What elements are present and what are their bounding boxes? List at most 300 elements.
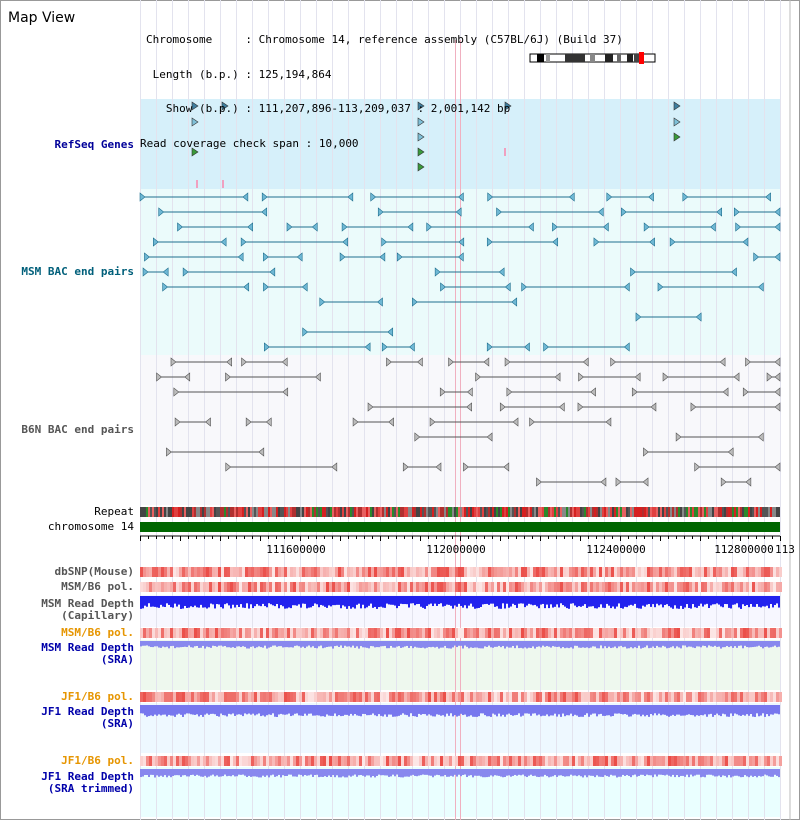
repeat-block xyxy=(434,507,436,517)
msm-depth-sra-bar xyxy=(452,641,454,647)
jf1-b6-pol-cell xyxy=(167,692,170,702)
msm-b6-pol-sra-cell xyxy=(569,628,572,638)
repeat-block xyxy=(546,507,548,517)
msm-b6-pol-sra-cell xyxy=(257,628,260,638)
jf1-depth-trim-bar xyxy=(238,769,240,775)
msm-b6-pol-sra-cell xyxy=(542,628,545,638)
msm-depth-cap-bar xyxy=(542,596,544,604)
repeat-block xyxy=(166,507,168,517)
repeat-block xyxy=(278,507,280,517)
jf1-depth-sra-bar xyxy=(586,705,588,713)
b6n-bac-track-label[interactable]: B6N BAC end pairs xyxy=(21,423,134,436)
repeat-block xyxy=(536,507,538,517)
dbsnp-cell xyxy=(272,567,275,577)
repeat-block xyxy=(430,507,432,517)
dbsnp-cell xyxy=(353,567,356,577)
jf1-depth-trim-bar xyxy=(610,769,612,775)
msm-depth-sra-bar xyxy=(528,641,530,648)
jf1-b6-pol-cell xyxy=(365,692,368,702)
jf1-depth-sra-bar xyxy=(612,705,614,716)
jf1-b6-pol-cell xyxy=(530,692,533,702)
jf1-depth-trim-bar xyxy=(724,769,726,776)
repeat-block xyxy=(400,507,402,517)
repeat-block xyxy=(308,507,310,517)
dbsnp-cell xyxy=(749,567,752,577)
msm-depth-sra-bar xyxy=(302,641,304,647)
msm-depth-sra-bar xyxy=(396,641,398,647)
msm-b6-pol-cell xyxy=(653,582,656,592)
jf1-b6-pol-trim-cell xyxy=(488,756,491,766)
msm-b6-pol-cell xyxy=(596,582,599,592)
jf1-depth-trim-bar xyxy=(452,769,454,777)
jf1-depth-sra-bar xyxy=(622,705,624,714)
chromosome-track-label[interactable]: chromosome 14 xyxy=(47,520,134,533)
jf1-depth-trim-bar xyxy=(600,769,602,777)
jf1-depth-sra-bar xyxy=(552,705,554,716)
msm-b6-pol-sra-cell xyxy=(719,628,722,638)
jf1-b6-pol-track-label[interactable]: JF1/B6 pol. xyxy=(61,690,134,703)
msm-depth-capillary-track-label[interactable]: MSM Read Depth (Capillary) xyxy=(41,597,134,622)
jf1-b6-pol-trim-cell xyxy=(188,756,191,766)
dbsnp-cell xyxy=(194,567,197,577)
repeat-block xyxy=(392,507,394,517)
repeat-block xyxy=(762,507,764,517)
axis-tick-label: 112400000 xyxy=(586,543,646,556)
jf1-depth-sra-bar xyxy=(476,705,478,717)
repeat-block xyxy=(378,507,380,517)
msm-bac-track-label[interactable]: MSM BAC end pairs xyxy=(21,265,134,278)
msm-b6-pol-sra-cell xyxy=(779,628,782,638)
msm-depth-sra-bar xyxy=(270,641,272,647)
msm-b6-pol-sra-cell xyxy=(380,628,383,638)
msm-depth-sra-bar xyxy=(206,641,208,647)
msm-depth-cap-bar xyxy=(604,596,606,608)
jf1-b6-pol-cell xyxy=(461,692,464,702)
msm-b6-pol-cell xyxy=(479,582,482,592)
jf1-depth-sra-bar xyxy=(486,705,488,716)
dbsnp-cell xyxy=(437,567,440,577)
dbsnp-cell xyxy=(557,567,560,577)
repeat-block xyxy=(724,507,726,517)
jf1-b6-pol-cell xyxy=(698,692,701,702)
msm-depth-sra-bar xyxy=(510,641,512,648)
jf1-b6-pol-trim-cell xyxy=(341,756,344,766)
jf1-b6-pol-cell xyxy=(617,692,620,702)
msm-depth-sra-bar xyxy=(272,641,274,646)
dbsnp-cell xyxy=(191,567,194,577)
jf1-b6-pol-cell xyxy=(779,692,782,702)
chromosome-row xyxy=(146,34,623,46)
jf1-b6-pol-cell xyxy=(269,692,272,702)
msm-b6-pol-cell xyxy=(638,582,641,592)
dbsnp-cell xyxy=(731,567,734,577)
repeat-block xyxy=(148,507,150,517)
jf1-depth-trim-bar xyxy=(662,769,664,775)
jf1-b6-pol-trim-cell xyxy=(179,756,182,766)
repeat-block xyxy=(704,507,706,517)
jf1-b6-pol-trim-cell xyxy=(224,756,227,766)
repeat-block xyxy=(618,507,620,517)
jf1-depth-sra-bar xyxy=(748,705,750,716)
jf1-depth-sra-bar xyxy=(588,705,590,717)
msm-depth-cap-bar xyxy=(722,596,724,607)
jf1-depth-sra-bar xyxy=(656,705,658,715)
jf1-b6-pol-trim-cell xyxy=(272,756,275,766)
msm-depth-sra-bar xyxy=(546,641,548,646)
repeat-block xyxy=(234,507,236,517)
msm-b6-pol-sra-cell xyxy=(650,628,653,638)
jf1-b6-pol-cell xyxy=(338,692,341,702)
msm-depth-sra-bar xyxy=(380,641,382,646)
jf1-b6-pol-cell xyxy=(299,692,302,702)
msm-depth-sra-bar xyxy=(190,641,192,647)
jf1-b6-pol-trim-cell xyxy=(776,756,779,766)
repeat-block xyxy=(432,507,434,517)
jf1-b6-pol-trim-cell xyxy=(767,756,770,766)
jf1-b6-pol-trim-cell xyxy=(734,756,737,766)
msm-depth-cap-bar xyxy=(570,596,572,604)
msm-depth-cap-bar xyxy=(300,596,302,608)
msm-b6-pol-sra-cell xyxy=(368,628,371,638)
jf1-depth-sra-bar xyxy=(518,705,520,713)
msm-depth-sra-bar xyxy=(694,641,696,648)
jf1-depth-trim-bar xyxy=(230,769,232,776)
msm-depth-sra-bar xyxy=(394,641,396,648)
jf1-b6-pol-cell xyxy=(419,692,422,702)
msm-depth-cap-bar xyxy=(354,596,356,609)
msm-b6-pol-sra-cell xyxy=(182,628,185,638)
dbsnp-cell xyxy=(563,567,566,577)
jf1-depth-trim-bar xyxy=(612,769,614,776)
msm-depth-sra-bar xyxy=(756,641,758,646)
msm-depth-cap-bar xyxy=(350,596,352,609)
msm-b6-pol-cell xyxy=(302,582,305,592)
msm-b6-pol-cell xyxy=(734,582,737,592)
msm-b6-pol-cell xyxy=(566,582,569,592)
jf1-b6-pol-cell xyxy=(227,692,230,702)
msm-b6-pol-cell xyxy=(221,582,224,592)
msm-b6-pol-cell xyxy=(602,582,605,592)
jf1-depth-trim-bar xyxy=(776,769,778,776)
jf1-depth-trim-bar xyxy=(290,769,292,775)
repeat-block xyxy=(374,507,376,517)
jf1-depth-trim-bar xyxy=(172,769,174,776)
msm-depth-sra-bar xyxy=(640,641,642,649)
jf1-depth-trim-bar xyxy=(472,769,474,777)
jf1-depth-trim-bar xyxy=(658,769,660,775)
jf1-b6-pol-cell xyxy=(272,692,275,702)
msm-depth-sra-bar xyxy=(526,641,528,648)
jf1-depth-sra-bar xyxy=(482,705,484,713)
msm-depth-cap-bar xyxy=(414,596,416,605)
dbsnp-cell xyxy=(686,567,689,577)
msm-b6-pol-sra-cell xyxy=(488,628,491,638)
dbsnp-cell xyxy=(728,567,731,577)
jf1-depth-sra-bar xyxy=(156,705,158,716)
msm-depth-cap-bar xyxy=(402,596,404,604)
jf1-depth-trim-bar xyxy=(194,769,196,776)
jf1-b6-pol-trimmed-track-label[interactable]: JF1/B6 pol. xyxy=(61,754,134,767)
repeat-block xyxy=(696,507,698,517)
dbsnp-cell xyxy=(326,567,329,577)
msm-depth-sra-bar xyxy=(322,641,324,648)
dbsnp-cell xyxy=(515,567,518,577)
dbsnp-cell xyxy=(164,567,167,577)
jf1-depth-sra-bar xyxy=(560,705,562,717)
jf1-depth-sra-bar xyxy=(448,705,450,716)
jf1-b6-pol-trim-cell xyxy=(740,756,743,766)
msm-depth-cap-bar xyxy=(642,596,644,606)
repeat-block xyxy=(268,507,270,517)
jf1-b6-pol-cell xyxy=(434,692,437,702)
jf1-depth-trim-bar xyxy=(374,769,376,777)
jf1-b6-pol-trim-cell xyxy=(425,756,428,766)
jf1-depth-trim-bar xyxy=(298,769,300,775)
msm-b6-pol-cell xyxy=(563,582,566,592)
msm-depth-cap-bar xyxy=(242,596,244,608)
dbsnp-cell xyxy=(266,567,269,577)
jf1-b6-pol-trim-cell xyxy=(266,756,269,766)
jf1-depth-sra-bar xyxy=(602,705,604,716)
jf1-depth-trim-bar xyxy=(422,769,424,775)
jf1-depth-trim-bar xyxy=(656,769,658,776)
repeat-block xyxy=(584,507,586,517)
msm-b6-pol-sra-cell xyxy=(731,628,734,638)
jf1-depth-sra-bar xyxy=(328,705,330,716)
axis-edge-label: 113 xyxy=(775,543,795,556)
dbsnp-cell xyxy=(311,567,314,577)
dbsnp-cell xyxy=(263,567,266,577)
refseq-track-label[interactable]: RefSeq Genes xyxy=(54,138,134,151)
jf1-b6-pol-trim-cell xyxy=(200,756,203,766)
msm-depth-cap-bar xyxy=(312,596,314,606)
jf1-depth-trim-bar xyxy=(758,769,760,776)
jf1-depth-sra-bar xyxy=(716,705,718,714)
dbsnp-cell xyxy=(278,567,281,577)
repeat-block xyxy=(444,507,446,517)
dbsnp-cell xyxy=(329,567,332,577)
jf1-depth-trim-bar xyxy=(344,769,346,777)
dbsnp-cell xyxy=(188,567,191,577)
msm-depth-sra-bar xyxy=(180,641,182,647)
repeat-block xyxy=(768,507,770,517)
jf1-b6-pol-trim-cell xyxy=(524,756,527,766)
msm-depth-sra-bar xyxy=(552,641,554,646)
dbsnp-cell xyxy=(527,567,530,577)
msm-b6-pol-sra-cell xyxy=(593,628,596,638)
jf1-b6-pol-trim-cell xyxy=(518,756,521,766)
msm-b6-pol-sra-cell xyxy=(170,628,173,638)
jf1-b6-pol-trim-cell xyxy=(686,756,689,766)
msm-b6-pol-track-label[interactable]: MSM/B6 pol. xyxy=(61,580,134,593)
dbsnp-cell xyxy=(434,567,437,577)
msm-b6-pol-sra-cell xyxy=(617,628,620,638)
dbsnp-cell xyxy=(605,567,608,577)
dbsnp-cell xyxy=(455,567,458,577)
msm-depth-sra-bar xyxy=(610,641,612,648)
jf1-b6-pol-trim-cell xyxy=(539,756,542,766)
repeat-block xyxy=(248,507,250,517)
msm-depth-cap-bar xyxy=(530,596,532,604)
repeat-block xyxy=(550,507,552,517)
msm-depth-sra-bar xyxy=(156,641,158,646)
msm-depth-cap-bar xyxy=(412,596,414,603)
jf1-depth-sra-bar xyxy=(548,705,550,716)
msm-depth-cap-bar xyxy=(738,596,740,607)
msm-depth-sra-bar xyxy=(706,641,708,647)
msm-b6-pol-cell xyxy=(635,582,638,592)
msm-b6-pol-cell xyxy=(584,582,587,592)
jf1-depth-sra-bar xyxy=(252,705,254,714)
msm-b6-pol-sra-cell xyxy=(752,628,755,638)
jf1-depth-trim-bar xyxy=(310,769,312,775)
msm-depth-cap-bar xyxy=(286,596,288,608)
jf1-b6-pol-cell xyxy=(620,692,623,702)
msm-depth-cap-bar xyxy=(372,596,374,608)
msm-depth-sra-bar xyxy=(278,641,280,646)
jf1-depth-trim-bar xyxy=(162,769,164,777)
msm-b6-pol-sra-cell xyxy=(203,628,206,638)
msm-depth-sra-bar xyxy=(564,641,566,648)
msm-depth-sra-bar xyxy=(554,641,556,647)
msm-depth-cap-bar xyxy=(148,596,150,603)
repeat-block xyxy=(300,507,302,517)
dbsnp-cell xyxy=(446,567,449,577)
msm-depth-sra-bar xyxy=(218,641,220,646)
jf1-depth-sra-bar xyxy=(534,705,536,713)
jf1-b6-pol-trim-cell xyxy=(635,756,638,766)
repeat-block xyxy=(140,507,142,517)
msm-b6-pol-cell xyxy=(701,582,704,592)
msm-depth-sra-bar xyxy=(576,641,578,646)
msm-depth-cap-bar xyxy=(572,596,574,603)
msm-depth-sra-bar xyxy=(338,641,340,647)
repeat-block xyxy=(418,507,420,517)
jf1-depth-sra-bar xyxy=(236,705,238,715)
jf1-depth-sra-bar xyxy=(148,705,150,716)
msm-b6-pol-cell xyxy=(188,582,191,592)
msm-depth-sra-track-label[interactable]: MSM Read Depth (SRA) xyxy=(41,641,134,666)
msm-b6-pol-cell xyxy=(437,582,440,592)
jf1-depth-trim-bar xyxy=(338,769,340,777)
jf1-depth-trim-bar xyxy=(764,769,766,775)
jf1-depth-trimmed-track-label[interactable]: JF1 Read Depth (SRA trimmed) xyxy=(41,770,134,795)
msm-b6-pol-sra-cell xyxy=(740,628,743,638)
msm-b6-pol-sra-cell xyxy=(428,628,431,638)
repeat-block xyxy=(752,507,754,517)
jf1-depth-sra-bar xyxy=(296,705,298,713)
jf1-b6-pol-trim-cell xyxy=(218,756,221,766)
jf1-b6-pol-cell xyxy=(305,692,308,702)
msm-depth-sra-bar xyxy=(578,641,580,648)
msm-depth-sra-bar xyxy=(502,641,504,646)
jf1-depth-trim-bar xyxy=(254,769,256,776)
jf1-depth-sra-bar xyxy=(240,705,242,715)
msm-depth-cap-bar xyxy=(380,596,382,607)
msm-b6-pol-sra-cell xyxy=(233,628,236,638)
msm-depth-sra-bar xyxy=(430,641,432,647)
jf1-b6-pol-cell xyxy=(767,692,770,702)
msm-depth-cap-bar xyxy=(768,596,770,608)
coverage-row xyxy=(140,138,623,150)
msm-depth-cap-bar xyxy=(422,596,424,608)
msm-depth-sra-bar xyxy=(512,641,514,646)
msm-depth-cap-bar xyxy=(742,596,744,604)
jf1-depth-trim-bar xyxy=(488,769,490,777)
jf1-depth-sra-bar xyxy=(742,705,744,715)
msm-depth-sra-bar xyxy=(412,641,414,648)
repeat-block xyxy=(330,507,332,517)
jf1-b6-pol-trim-cell xyxy=(296,756,299,766)
jf1-depth-sra-bar xyxy=(334,705,336,713)
jf1-depth-sra-bar xyxy=(176,705,178,715)
msm-b6-pol-sra-cell xyxy=(278,628,281,638)
msm-depth-cap-bar xyxy=(298,596,300,604)
jf1-depth-sra-bar xyxy=(492,705,494,714)
jf1-depth-trim-bar xyxy=(398,769,400,777)
msm-depth-sra-bar xyxy=(602,641,604,648)
jf1-depth-trim-bar xyxy=(640,769,642,775)
msm-b6-pol-cell xyxy=(686,582,689,592)
repeat-block xyxy=(534,507,536,517)
jf1-depth-sra-bar xyxy=(224,705,226,715)
dbsnp-track-label[interactable]: dbSNP(Mouse) xyxy=(54,565,134,578)
msm-depth-cap-bar xyxy=(614,596,616,609)
jf1-depth-sra-track-label[interactable]: JF1 Read Depth (SRA) xyxy=(41,705,134,730)
jf1-depth-trim-bar xyxy=(142,769,144,777)
msm-b6-pol-sra-track-label[interactable]: MSM/B6 pol. xyxy=(61,626,134,639)
jf1-depth-trim-bar xyxy=(738,769,740,776)
dbsnp-cell xyxy=(428,567,431,577)
msm-b6-pol-sra-cell xyxy=(350,628,353,638)
jf1-depth-sra-bar xyxy=(764,705,766,717)
jf1-depth-sra-bar xyxy=(376,705,378,716)
dbsnp-cell xyxy=(626,567,629,577)
jf1-b6-pol-trim-cell xyxy=(413,756,416,766)
msm-b6-pol-sra-cell xyxy=(572,628,575,638)
msm-b6-pol-cell xyxy=(218,582,221,592)
dbsnp-cell xyxy=(161,567,164,577)
repeat-block xyxy=(456,507,458,517)
msm-depth-cap-bar xyxy=(554,596,556,607)
msm-depth-sra-bar xyxy=(728,641,730,647)
msm-b6-pol-sra-cell xyxy=(341,628,344,638)
repeat-block xyxy=(292,507,294,517)
repeat-track-label[interactable]: Repeat xyxy=(94,505,134,518)
msm-depth-sra-bar xyxy=(498,641,500,646)
jf1-b6-pol-trim-cell xyxy=(329,756,332,766)
msm-depth-sra-bar xyxy=(648,641,650,648)
jf1-depth-sra-bar xyxy=(360,705,362,716)
jf1-depth-trim-bar xyxy=(444,769,446,775)
jf1-b6-pol-cell xyxy=(332,692,335,702)
jf1-b6-pol-trim-cell xyxy=(602,756,605,766)
msm-depth-cap-bar xyxy=(324,596,326,607)
msm-depth-cap-bar xyxy=(360,596,362,608)
msm-depth-cap-bar xyxy=(190,596,192,606)
jf1-depth-trim-bar xyxy=(556,769,558,777)
jf1-b6-pol-cell xyxy=(251,692,254,702)
jf1-depth-trim-bar xyxy=(458,769,460,775)
jf1-depth-trim-bar xyxy=(744,769,746,775)
msm-depth-cap-bar xyxy=(250,596,252,604)
jf1-b6-pol-trim-cell xyxy=(269,756,272,766)
msm-depth-sra-bar xyxy=(300,641,302,648)
dbsnp-cell xyxy=(185,567,188,577)
jf1-depth-trim-bar xyxy=(390,769,392,776)
dbsnp-cell xyxy=(155,567,158,577)
msm-depth-cap-bar xyxy=(382,596,384,608)
